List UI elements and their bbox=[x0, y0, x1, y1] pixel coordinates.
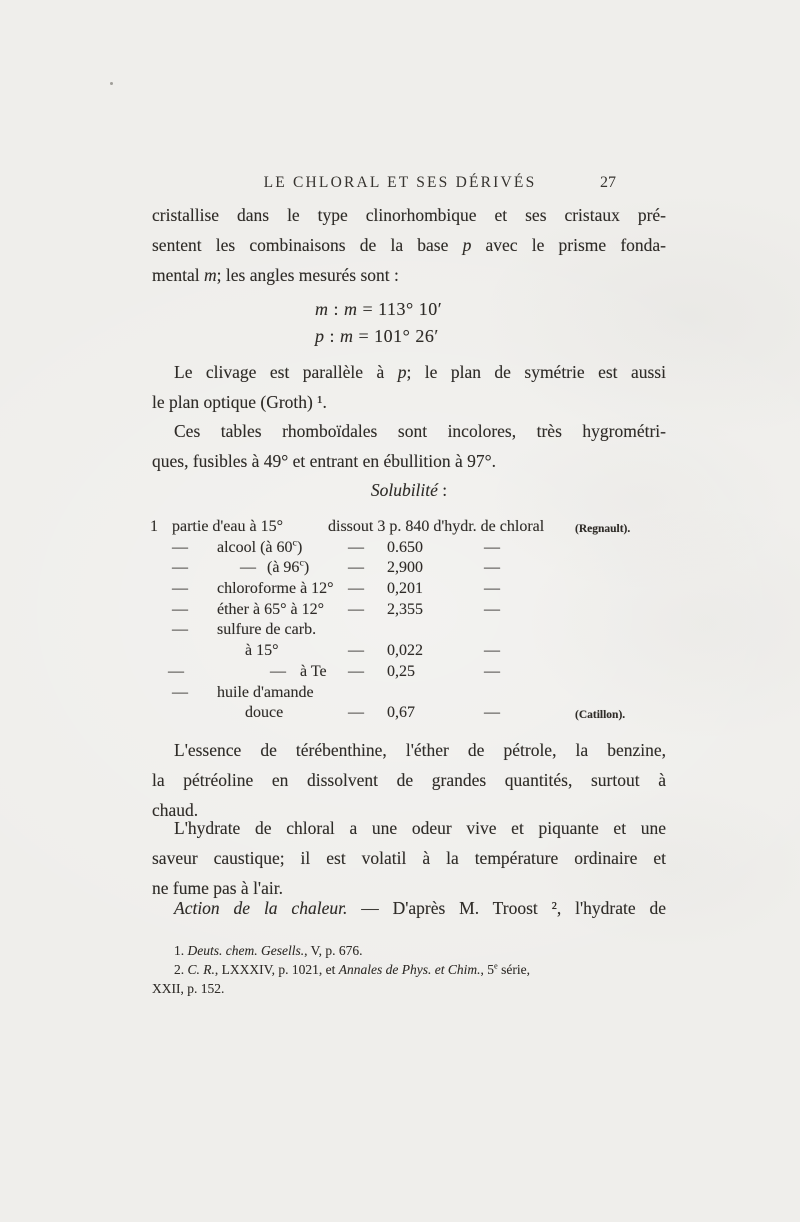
angle-equations bbox=[315, 296, 442, 349]
table-row bbox=[0, 558, 800, 579]
substance-cell: partie d'eau à 15° bbox=[172, 518, 284, 535]
substance-cell: à Te bbox=[300, 662, 327, 680]
ditto-dash: — bbox=[484, 704, 500, 722]
ditto-dash: — bbox=[348, 642, 364, 660]
solubility-table bbox=[0, 517, 800, 724]
table-row bbox=[0, 600, 800, 621]
ditto-dash: — bbox=[172, 600, 188, 618]
paragraph bbox=[152, 893, 666, 923]
ditto-dash: — bbox=[172, 559, 188, 577]
ditto-dash: — bbox=[348, 538, 364, 556]
text-line: Ces tables rhomboïdales sont incolores, très hygrométri- bbox=[174, 421, 666, 441]
ditto-dash: — bbox=[270, 662, 286, 680]
text-line: la pétréoline en dissolvent de grandes quantités, surtout à bbox=[152, 770, 666, 790]
text-line: sentent les combinaisons de la base p avec le prisme fonda- bbox=[152, 235, 667, 255]
substance-cell: chloroforme à 12° bbox=[217, 580, 334, 598]
ditto-dash: — bbox=[348, 559, 364, 577]
table-row bbox=[0, 579, 800, 600]
table-row bbox=[0, 662, 800, 683]
table-row bbox=[0, 641, 800, 662]
text-line: L'essence de térébenthine, l'éther de pétrole, la benzine, bbox=[174, 740, 666, 760]
table-row bbox=[0, 620, 800, 641]
paragraph bbox=[152, 813, 666, 903]
ditto-dash: — bbox=[240, 559, 256, 577]
source-cell: (Regnault). bbox=[575, 523, 631, 535]
substance-cell: à 15° bbox=[245, 642, 279, 660]
ditto-dash: — bbox=[168, 662, 184, 680]
equation-line: p : m = 101° 26′ bbox=[315, 325, 439, 346]
footnote-line: XXII, p. 152. bbox=[152, 981, 225, 996]
table-row bbox=[0, 683, 800, 704]
ditto-dash: — bbox=[348, 580, 364, 598]
ditto-dash: — bbox=[348, 662, 364, 680]
footnote-line: 1. Deuts. chem. Gesells., V, p. 676. bbox=[174, 943, 363, 958]
paragraph bbox=[152, 200, 666, 290]
ditto-dash: — bbox=[172, 683, 188, 701]
substance-cell: huile d'amande bbox=[217, 683, 314, 701]
footnotes-block bbox=[152, 941, 666, 998]
row-ordinal: 1 bbox=[150, 518, 158, 535]
ditto-dash: — bbox=[484, 538, 500, 556]
value-cell: 0,201 bbox=[387, 580, 423, 598]
paragraph bbox=[152, 416, 666, 476]
ditto-dash: — bbox=[348, 600, 364, 618]
text-line: chaud. bbox=[152, 800, 199, 820]
text-line: Action de la chaleur. — D'après M. Troost ², l'hydrate de bbox=[174, 898, 666, 918]
source-cell: (Catillon). bbox=[575, 709, 626, 722]
substance-cell: alcool (à 60$^c$) bbox=[217, 537, 303, 556]
substance-cell: sulfure de carb. bbox=[217, 621, 317, 639]
page-number: 27 bbox=[600, 174, 616, 191]
value-cell: 2,900 bbox=[387, 559, 423, 577]
value-cell: 2,355 bbox=[387, 600, 423, 618]
text-line: Le clivage est parallèle à p; le plan de symétrie est aussi bbox=[174, 362, 666, 382]
paragraph bbox=[152, 357, 666, 417]
ditto-dash: — bbox=[348, 704, 364, 722]
value-cell: 0,022 bbox=[387, 642, 423, 660]
ditto-dash: — bbox=[484, 662, 500, 680]
text-line: saveur caustique; il est volatil à la température ordinaire et bbox=[152, 848, 666, 868]
value-cell: 0,25 bbox=[387, 662, 415, 680]
ditto-dash: — bbox=[172, 538, 188, 556]
running-header-title: LE CHLORAL ET SES DÉRIVÉS bbox=[263, 174, 537, 191]
table-row bbox=[0, 538, 800, 559]
ditto-dash: — bbox=[484, 642, 500, 660]
ditto-dash: — bbox=[172, 580, 188, 598]
substance-cell: éther à 65° à 12° bbox=[217, 600, 324, 618]
dissolves-cell: dissout 3 p. 840 d'hydr. de chloral bbox=[328, 518, 545, 535]
text-line: ques, fusibles à 49° et entrant en ébullition à 97°. bbox=[152, 451, 496, 471]
substance-cell: (à 96$^c$) bbox=[267, 558, 310, 577]
text-line: L'hydrate de chloral a une odeur vive et piquante et une bbox=[174, 818, 666, 838]
substance-cell: douce bbox=[245, 704, 284, 722]
solubility-heading: Solubilité : bbox=[370, 480, 448, 500]
paper-speck bbox=[110, 82, 113, 85]
equation-line: m : m = 113° 10′ bbox=[315, 299, 443, 319]
ditto-dash: — bbox=[172, 621, 188, 639]
paragraph bbox=[152, 735, 666, 825]
value-cell: 0,67 bbox=[387, 704, 415, 722]
ditto-dash: — bbox=[484, 600, 500, 618]
table-row bbox=[0, 703, 800, 724]
ditto-dash: — bbox=[484, 559, 500, 577]
text-line: cristallise dans le type clinorhombique et ses cristaux pré- bbox=[152, 205, 666, 225]
text-line: mental m; les angles mesurés sont : bbox=[152, 265, 399, 285]
text-line: le plan optique (Groth) ¹. bbox=[152, 392, 327, 412]
text-line: ne fume pas à l'air. bbox=[152, 878, 283, 898]
table-row bbox=[0, 517, 800, 538]
value-cell: 0.650 bbox=[387, 538, 423, 556]
footnote-line: 2. C. R., LXXXIV, p. 1021, et Annales de Phys. et Chim., 5e série, bbox=[174, 961, 530, 977]
ditto-dash: — bbox=[484, 580, 500, 598]
